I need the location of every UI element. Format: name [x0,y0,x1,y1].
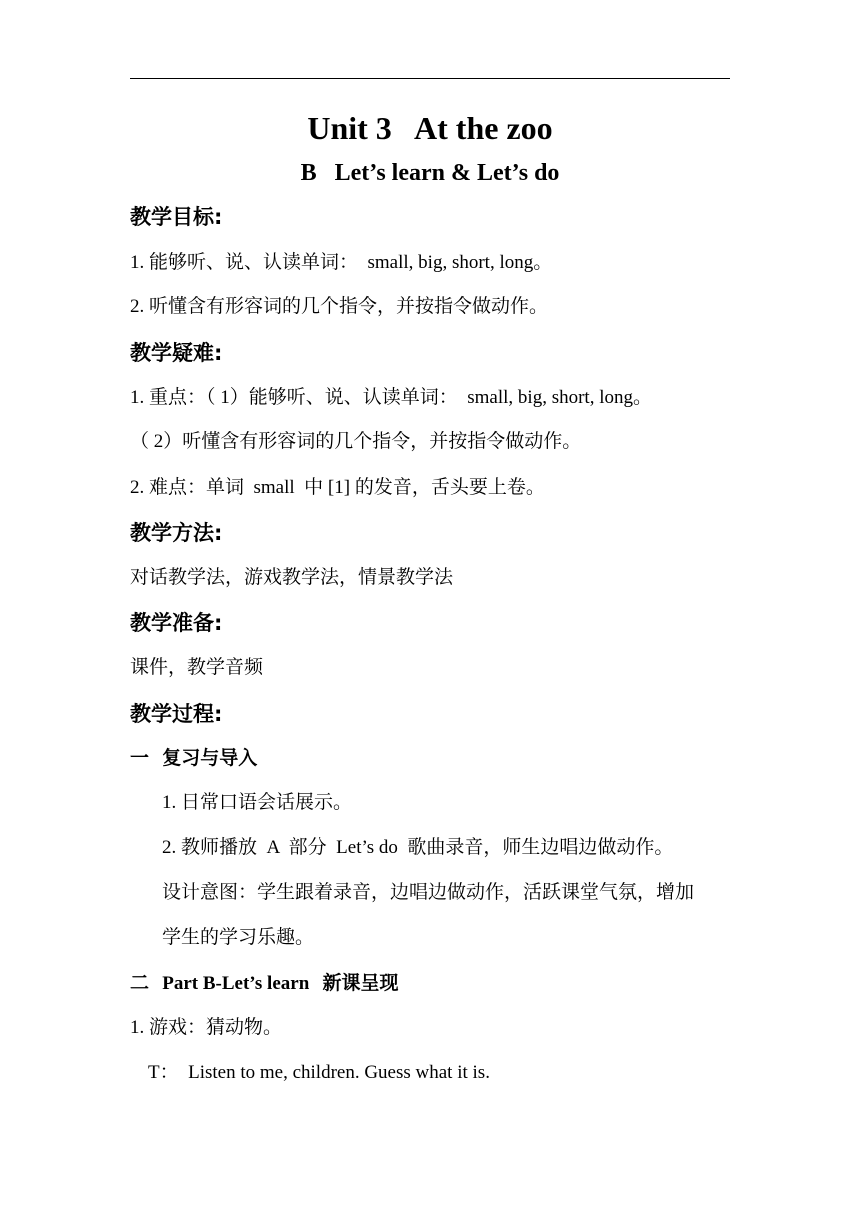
preparation-heading: 教学准备: [130,611,223,635]
difficulties-heading: 教学疑难: [130,341,223,365]
goal-item-2: 2. 听懂含有形容词的几个指令，并按指令做动作。 [130,296,549,317]
difficulty-item-2: （ 2）听懂含有形容词的几个指令，并按指令做动作。 [130,431,582,452]
page-subtitle: B Let’s learn & Let’s do [300,160,560,186]
difficulty-item-1: 1. 重点：（ 1）能够听、说、认读单词： small, big, short, long。 [130,387,652,408]
page-title: Unit 3 At the zoo [307,110,553,146]
header-rule [130,78,730,79]
methods-heading: 教学方法: [130,521,223,545]
goals-heading: 教学目标: [130,205,223,229]
preparation-text: 课件，教学音频 [130,657,264,678]
section-2-prefix: 二 [130,972,163,994]
process-heading: 教学过程: [130,702,223,726]
section-2-teacher-line: T： Listen to me, children. Guess what it is. [148,1062,490,1083]
section-2-title [130,970,399,997]
section-1-item-1: 1. 日常口语会话展示。 [162,792,353,813]
section-2-item-1: 1. 游戏：猜动物。 [130,1017,283,1038]
section-2-title-en: Part B-Let’s learn [162,973,310,994]
section-1-design-intent: 设计意图：学生跟着录音，边唱边做动作，活跃课堂气氛，增加 [162,882,695,903]
methods-text: 对话教学法，游戏教学法，情景教学法 [130,567,454,588]
section-2-title-cn: 新课呈现 [309,972,399,994]
goal-item-1: 1. 能够听、说、认读单词： small, big, short, long。 [130,252,553,273]
section-1-title: 一 复习与导入 [130,747,258,769]
section-1-design-intent-cont: 学生的学习乐趣。 [162,927,315,948]
section-1-item-2: 2. 教师播放 A 部分 Let’s do 歌曲录音，师生边唱边做动作。 [162,837,674,858]
difficulty-item-3: 2. 难点：单词 small 中 [1] 的发音，舌头要上卷。 [130,477,545,498]
